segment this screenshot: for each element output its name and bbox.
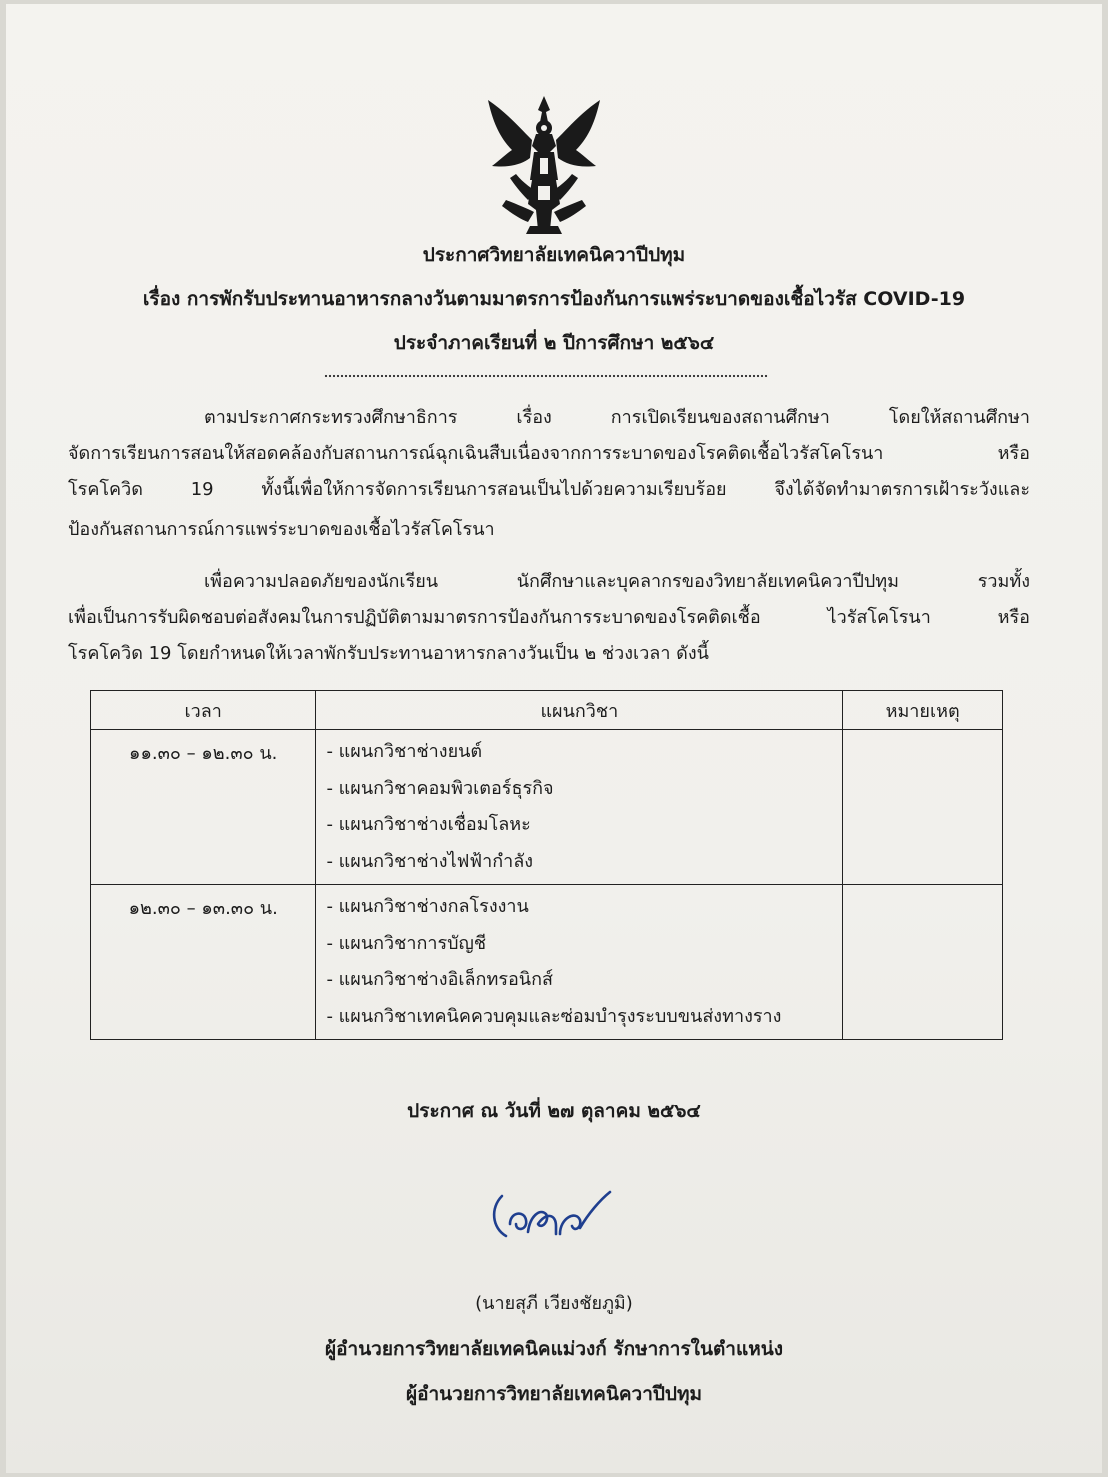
department-list — [316, 730, 843, 885]
column-header-department: แผนกวิชา — [316, 691, 843, 730]
department-list — [316, 885, 843, 1040]
department-item: - แผนกวิชาช่างกลโรงงาน — [326, 896, 529, 917]
department-item: - แผนกวิชาการบัญชี — [326, 932, 487, 954]
paragraph-1-line: ตามประกาศกระทรวงศึกษาธิการ เรื่อง การเปิดเรียนของสถานศึกษา โดยให้สถานศึกษา — [204, 407, 1030, 428]
department-item: - แผนกวิชาคอมพิวเตอร์ธุรกิจ — [326, 777, 554, 799]
announcement-term: ประจำภาคเรียนที่ ๒ ปีการศึกษา ๒๕๖๔ — [393, 332, 715, 354]
paragraph-2-line: เพื่อเป็นการรับผิดชอบต่อสังคมในการปฏิบัติตามมาตรการป้องกันการระบาดของโรคติดเชื้อ ไวรัสโคโรนา หรือ — [68, 607, 1030, 628]
department-item: - แผนกวิชาช่างอิเล็กทรอนิกส์ — [326, 969, 553, 990]
department-item: - แผนกวิชาช่างไฟฟ้ากำลัง — [326, 850, 534, 872]
column-header-time: เวลา — [91, 691, 316, 730]
table-header-row — [91, 691, 1003, 730]
announcement-date: ประกาศ ณ วันที่ ๒๗ ตุลาคม ๒๕๖๔ — [407, 1100, 701, 1122]
paragraph-1-line: ป้องกันสถานการณ์การแพร่ระบาดของเชื้อไวรัสโคโรนา — [68, 519, 495, 540]
paragraph-1-line: จัดการเรียนการสอนให้สอดคล้องกับสถานการณ์ฉุกเฉินสืบเนื่องจากการระบาดของโรคติดเชื้อไวรัสโคโรนา หรือ — [68, 443, 1030, 464]
handwritten-signature — [476, 1174, 636, 1254]
paragraph-2 — [68, 564, 1030, 672]
table-row — [91, 885, 1003, 1040]
signer-position-acting: ผู้อำนวยการวิทยาลัยเทคนิควาปีปทุม — [405, 1383, 703, 1405]
department-item: - แผนกวิชาเทคนิคควบคุมและซ่อมบำรุงระบบขนส่งทางราง — [326, 1005, 782, 1027]
paragraph-2-line: โรคโควิด 19 โดยกำหนดให้เวลาพักรับประทานอาหารกลางวันเป็น ๒ ช่วงเวลา ดังนี้ — [68, 643, 709, 664]
signer-name: (นายสุภี เวียงชัยภูมิ) — [475, 1293, 633, 1314]
announcement-title: ประกาศวิทยาลัยเทคนิควาปีปทุม — [422, 244, 686, 266]
time-slot: ๑๑.๓๐ – ๑๒.๓๐ น. — [91, 730, 316, 885]
department-item: - แผนกวิชาช่างเชื่อมโลหะ — [326, 814, 531, 835]
signer-position: ผู้อำนวยการวิทยาลัยเทคนิคแม่วงก์ รักษาการในตำแหน่ง — [324, 1338, 783, 1360]
announcement-subject: เรื่อง การพักรับประทานอาหารกลางวันตามมาตรการป้องกันการแพร่ระบาดของเชื้อไวรัส COVID-19 — [142, 288, 966, 310]
dotted-separator — [324, 374, 768, 378]
remark-cell — [843, 885, 1003, 1040]
table-row — [91, 730, 1003, 885]
paragraph-2-line: เพื่อความปลอดภัยของนักเรียน นักศึกษาและบุคลากรของวิทยาลัยเทคนิควาปีปทุม รวมทั้ง — [204, 571, 1030, 592]
lunch-schedule-table — [90, 690, 1003, 1040]
document-page — [6, 4, 1102, 1473]
remark-cell — [843, 730, 1003, 885]
paragraph-1 — [68, 400, 1030, 548]
garuda-emblem-icon — [476, 88, 612, 238]
paragraph-1-line: โรคโควิด 19 ทั้งนี้เพื่อให้การจัดการเรียนการสอนเป็นไปด้วยความเรียบร้อย จึงได้จัดทำมาตรการเฝ้าระวังและ — [68, 479, 1030, 500]
time-slot: ๑๒.๓๐ – ๑๓.๓๐ น. — [91, 885, 316, 1040]
column-header-remarks: หมายเหตุ — [843, 691, 1003, 730]
department-item: - แผนกวิชาช่างยนต์ — [326, 741, 483, 762]
